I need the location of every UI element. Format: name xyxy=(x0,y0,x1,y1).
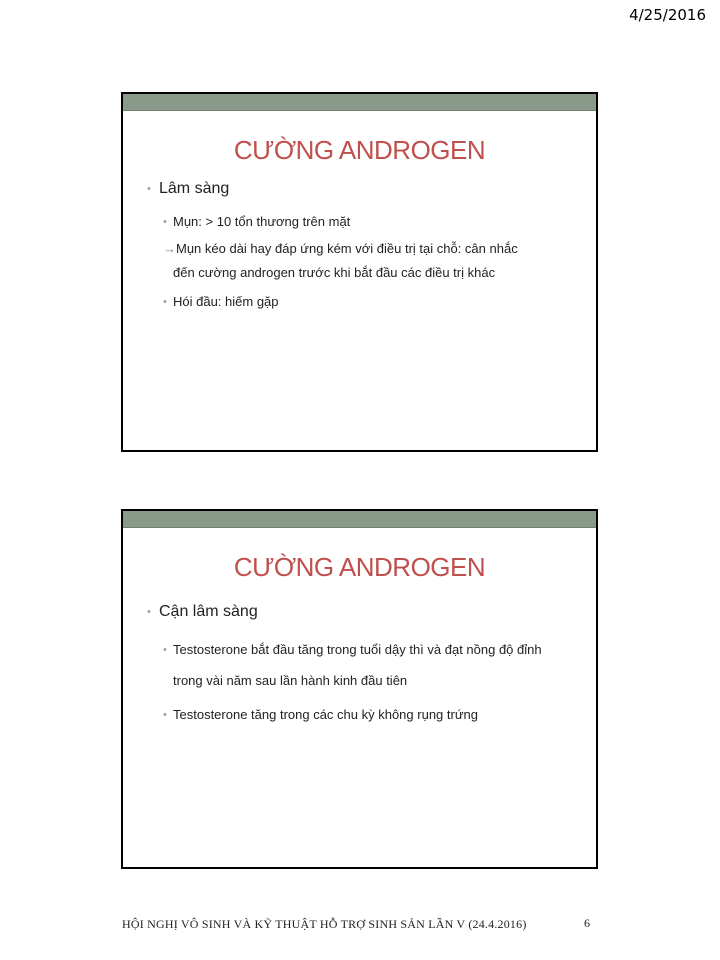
bullet-dot-icon: • xyxy=(163,296,167,308)
slide-1 xyxy=(121,92,598,452)
bullet-item-continuation: trong vài năm sau lần hành kinh đầu tiên xyxy=(173,673,408,688)
bullet-dot-icon: • xyxy=(147,606,151,618)
bullet-text: Testosterone tăng trong các chu kỳ không rụng trứng xyxy=(173,707,478,722)
slide-2 xyxy=(121,509,598,869)
page-number: 6 xyxy=(584,916,590,930)
arrow-right-icon: → xyxy=(163,241,176,256)
bullet-item xyxy=(123,214,596,229)
arrow-text: Mụn kéo dài hay đáp ứng kém với điều trị tại chỗ: cân nhắc xyxy=(176,241,518,256)
bullet-dot-icon: • xyxy=(163,709,167,721)
slide-header-bar xyxy=(123,94,596,111)
page-footer: HỘI NGHỊ VÔ SINH VÀ KỸ THUẬT HỖ TRỢ SINH SẢN LẦN V (24.4.2016) xyxy=(122,917,527,931)
slide-header-bar xyxy=(123,511,596,528)
bullet-text: Testosterone bắt đầu tăng trong tuổi dậy thì và đạt nồng độ đỉnh xyxy=(173,642,542,657)
bullet-item xyxy=(123,642,596,657)
bullet-text: Cận lâm sàng xyxy=(159,603,258,620)
bullet-dot-icon: • xyxy=(147,183,151,195)
slide-title: CƯỜNG ANDROGEN xyxy=(233,135,486,165)
bullet-item xyxy=(123,294,596,309)
page-date: 4/25/2016 xyxy=(629,6,706,24)
bullet-heading xyxy=(123,180,596,198)
slide-title: CƯỜNG ANDROGEN xyxy=(233,552,486,582)
bullet-heading xyxy=(123,603,596,621)
bullet-text: Lâm sàng xyxy=(159,180,230,197)
arrow-item xyxy=(123,241,596,256)
bullet-dot-icon: • xyxy=(163,216,167,228)
bullet-text: Hói đầu: hiếm gặp xyxy=(173,294,279,309)
bullet-dot-icon: • xyxy=(163,644,167,656)
bullet-item xyxy=(123,707,596,722)
bullet-text: Mụn: > 10 tổn thương trên mặt xyxy=(173,214,351,229)
arrow-item-continuation: đến cường androgen trước khi bắt đầu các điều trị khác xyxy=(173,265,496,280)
